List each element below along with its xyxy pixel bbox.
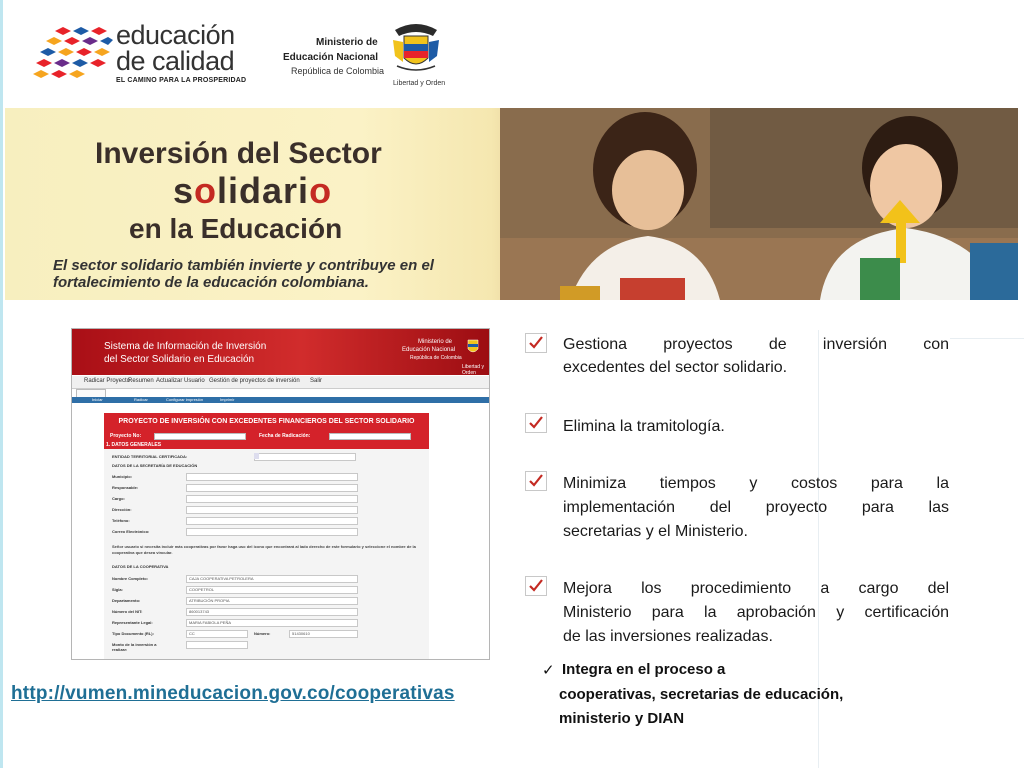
section-datos-generales: [104, 441, 429, 449]
checkbox-icon: [525, 471, 547, 491]
form-header-row: [104, 431, 429, 441]
integra-line1: Integra en el proceso a: [562, 661, 726, 678]
menu-item-radicar[interactable]: Radicar Proyecto: [84, 378, 131, 384]
fecha-input[interactable]: [329, 433, 411, 440]
proyecto-input[interactable]: [154, 433, 246, 440]
bullet-elimina: Elimina la tramitología.: [563, 418, 725, 435]
banner-subtitle-line2: fortalecimiento de la educación colombiana.: [53, 274, 369, 291]
numero-label: Número:: [254, 631, 271, 636]
field-value: ATRIBUCIÓN PROPIA: [189, 598, 230, 603]
menu-item-actualizar[interactable]: Actualizar Usuario: [156, 378, 205, 384]
investment-form: [104, 413, 429, 659]
left-edge-stripe: [0, 0, 3, 768]
field-label: Sigla:: [112, 587, 123, 592]
correo-input[interactable]: [186, 528, 358, 536]
field-label: Dirección:: [112, 507, 132, 512]
toolbar-configurar[interactable]: Configurar impresión: [166, 397, 204, 402]
secretaria-label: DATOS DE LA SECRETARÍA DE EDUCACIÓN: [112, 463, 198, 468]
toolbar-iniciar[interactable]: Iniciar: [92, 397, 103, 402]
seal-motto: Libertad y Orden: [462, 364, 484, 376]
field-label: Nombre Completo:: [112, 576, 148, 581]
numero-input[interactable]: [289, 630, 358, 638]
toolbar-imprimir[interactable]: Imprimir: [220, 397, 235, 402]
bullet-mejora-line3: de las inversiones realizadas.: [563, 628, 773, 645]
divider-line: [950, 338, 1024, 339]
field-value: 51430610: [292, 631, 310, 636]
bullet-gestiona-line2: excedentes del sector solidario.: [563, 359, 788, 376]
form-instruction-note: Señor usuario si necesita incluir más cooperativas por favor haga uso del icono que encontrará al lado derecho de este formulario y seleccione el nombre de la cooperativa que desea vincular.: [112, 544, 416, 555]
sigla-input[interactable]: [186, 586, 358, 594]
bullet-minimiza-line1: Minimiza tiempos y costos para la: [563, 475, 949, 492]
ministry-name-line2: Educación Nacional: [283, 52, 379, 63]
field-label: Representante Legal:: [112, 620, 153, 625]
fecha-label: Fecha de Radicación:: [259, 433, 311, 439]
form-screenshot: [71, 328, 490, 660]
responsable-input[interactable]: [186, 484, 358, 492]
field-label: Correo Electrónico:: [112, 529, 150, 534]
proyecto-label: Proyecto No:: [110, 433, 142, 439]
form-toolbar: [72, 397, 489, 403]
field-label: Tipo Documento (RL):: [112, 631, 154, 636]
field-value: CAJA COOPERATIVA PETROLERA: [189, 576, 254, 581]
brand-title-line1: educación: [116, 20, 235, 50]
field-label: Municipio:: [112, 474, 132, 479]
tipo-documento-select[interactable]: [186, 630, 248, 638]
form-menu-bar: [72, 376, 489, 389]
educacion-logo: [33, 27, 113, 85]
ministry-line2: Educación Nacional: [402, 347, 456, 353]
ministry-line3: República de Colombia: [410, 355, 462, 361]
field-value: CC: [189, 631, 195, 636]
direccion-input[interactable]: [186, 506, 358, 514]
field-label: Número del NIT:: [112, 609, 143, 614]
brand-tagline: EL CAMINO PARA LA PROSPERIDAD: [116, 77, 247, 84]
checkbox-icon: [525, 413, 547, 433]
banner-title-letter-red: o: [309, 170, 333, 211]
checkmark-icon: ✓: [542, 662, 555, 679]
bullet-minimiza-line3: secretarias y el Ministerio.: [563, 523, 748, 540]
municipio-input[interactable]: [186, 473, 358, 481]
bullet-minimiza-line2: implementación del proyecto para las: [563, 499, 949, 516]
children-photo: [500, 108, 1018, 300]
banner-title-letters: lidari: [217, 170, 310, 211]
form-screenshot-header: [72, 329, 489, 375]
checkbox-icon: [525, 333, 547, 353]
field-label: Teléfono:: [112, 518, 130, 523]
field-label: Departamento:: [112, 598, 141, 603]
toolbar-radicar[interactable]: Radicar: [134, 397, 148, 402]
banner-title-line3: en la Educación: [129, 213, 343, 244]
menu-item-gestion[interactable]: Gestión de proyectos de inversión: [209, 378, 300, 384]
ministry-line1: Ministerio de: [418, 339, 453, 345]
bullet-mejora-line2: Ministerio para la aprobación y certificación: [563, 604, 949, 621]
system-title-line1: Sistema de Información de Inversión: [104, 341, 267, 352]
entidad-label: ENTIDAD TERRITORIAL CERTIFICADA:: [112, 454, 188, 459]
banner-subtitle-line1: El sector solidario también invierte y contribuye en el: [53, 257, 434, 274]
integra-line3: ministerio y DIAN: [559, 710, 685, 727]
cargo-input[interactable]: [186, 495, 358, 503]
checkbox-icon: [525, 576, 547, 596]
menu-item-resumen[interactable]: Resumen: [128, 378, 154, 384]
representante-input[interactable]: [186, 619, 358, 627]
banner-title-letter-red: o: [194, 170, 218, 211]
form-title: PROYECTO DE INVERSIÓN CON EXCEDENTES FINANCIEROS DEL SECTOR SOLIDARIO: [104, 413, 429, 431]
telefono-input[interactable]: [186, 517, 358, 525]
ministry-name-line1: Ministerio de: [316, 37, 378, 48]
field-value: MARIA FABIOLA PEÑA: [189, 620, 232, 625]
banner-title-line2: [173, 170, 332, 212]
entidad-select[interactable]: [254, 453, 356, 461]
field-value: COOPETROL: [189, 587, 215, 592]
cooperativas-link[interactable]: http://vumen.mineducacion.gov.co/cooperativas: [11, 683, 455, 704]
banner-title-line1: Inversión del Sector: [95, 137, 382, 170]
colombia-seal-icon: [389, 22, 443, 74]
nit-input[interactable]: [186, 608, 358, 616]
field-label: Cargo:: [112, 496, 125, 501]
field-label: Monto de la inversión a realizar:: [112, 642, 157, 652]
banner-title-letter: s: [173, 170, 195, 211]
search-icon[interactable]: [254, 453, 259, 459]
colombia-seal-icon: [464, 337, 482, 357]
field-value: 860013743: [189, 609, 210, 614]
nombre-input[interactable]: [186, 575, 358, 583]
departamento-input[interactable]: [186, 597, 358, 605]
menu-item-salir[interactable]: Salir: [310, 378, 323, 384]
integra-line2: cooperativas, secretarias de educación,: [559, 686, 844, 703]
brand-title-line2: de calidad: [116, 46, 235, 76]
section-label: 1. DATOS GENERALES: [106, 442, 162, 448]
field-label: Responsable:: [112, 485, 139, 490]
ministry-name-line3: República de Colombia: [291, 66, 385, 76]
monto-input[interactable]: [186, 641, 248, 649]
cooperativa-label: DATOS DE LA COOPERATIVA: [112, 564, 169, 569]
seal-motto: Libertad y Orden: [393, 80, 446, 87]
bullet-mejora-line1: Mejora los procedimiento a cargo del: [563, 580, 949, 597]
bullet-gestiona-line1: Gestiona proyectos de inversión con: [563, 336, 949, 353]
system-title-line2: del Sector Solidario en Educación: [104, 354, 255, 365]
